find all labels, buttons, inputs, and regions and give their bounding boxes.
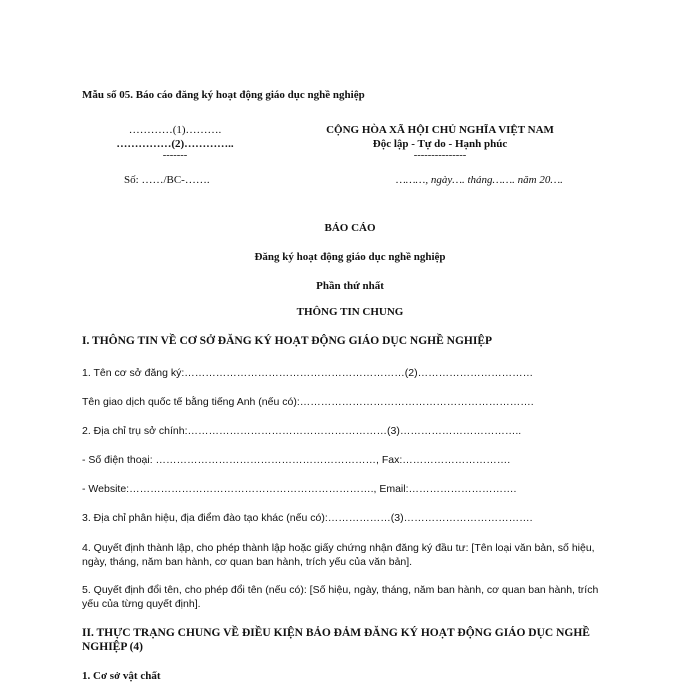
item-branch: 3. Địa chỉ phân hiệu, địa điểm đào tạo khác (nếu có):………………(3)………………………………. [82,512,533,524]
item-address: 2. Địa chỉ trụ sở chính:…………………………………………………(3)…………………………….. [82,425,522,437]
section-title: THÔNG TIN CHUNG [296,306,404,318]
agency-line-2: ……………(2)………….. [116,138,234,150]
section2-sub1: 1. Cơ sở vật chất [82,670,161,682]
section1-heading: I. THÔNG TIN VỀ CƠ SỞ ĐĂNG KÝ HOẠT ĐỘNG GIÁO DỤC NGHỀ NGHIỆP [82,335,493,347]
item-website: - Website:……………………………………………………………., Email:…………………………. [82,483,517,495]
country-motto: Độc lập - Tự do - Hạnh phúc [372,138,508,150]
item-intl-name: Tên giao dịch quốc tế bằng tiếng Anh (nếu có):…………………………………………………………. [82,396,534,408]
report-title: BÁO CÁO [324,222,376,234]
motto-divider: --------------- [413,150,467,161]
date-line: ………, ngày…. tháng……. năm 20…. [396,174,563,186]
number-value: ……/BC-……. [141,174,210,186]
form-label: Mẫu số 05. Báo cáo đăng ký hoạt động giáo dục nghề nghiệp [82,89,365,101]
document-number [124,174,210,186]
item-decision: 4. Quyết định thành lập, cho phép thành lập hoặc giấy chứng nhận đăng ký đầu tư: [Tên loại văn bản, số hiệu, ngày, tháng, năm ban hành, cơ quan ban hành, trích yếu của văn bản]. [82,542,595,568]
item-name: 1. Tên cơ sở đăng ký:………………………………………………………(2)…………………………… [82,367,534,379]
part-title: Phần thứ nhất [316,280,384,292]
report-subtitle: Đăng ký hoạt động giáo dục nghề nghiệp [254,251,446,263]
agency-line-1: …………(1)………. [128,124,222,136]
country-name: CỘNG HÒA XÃ HỘI CHỦ NGHĨA VIỆT NAM [326,124,554,136]
item-rename: 5. Quyết định đổi tên, cho phép đổi tên (nếu có): [Số hiệu, ngày, tháng, năm ban hành, cơ quan ban hành, trích yếu của từng quyết định]. [82,584,599,610]
item-phone: - Số điện thoại: ………………………………………………………, Fax:…………………………. [82,454,511,466]
number-label: Số: [124,174,139,186]
section2-heading: II. THỰC TRẠNG CHUNG VỀ ĐIỀU KIỆN BẢO ĐẢM ĐĂNG KÝ HOẠT ĐỘNG GIÁO DỤC NGHỀ NGHIỆP (4) [82,627,590,653]
agency-divider: ------- [162,150,188,161]
